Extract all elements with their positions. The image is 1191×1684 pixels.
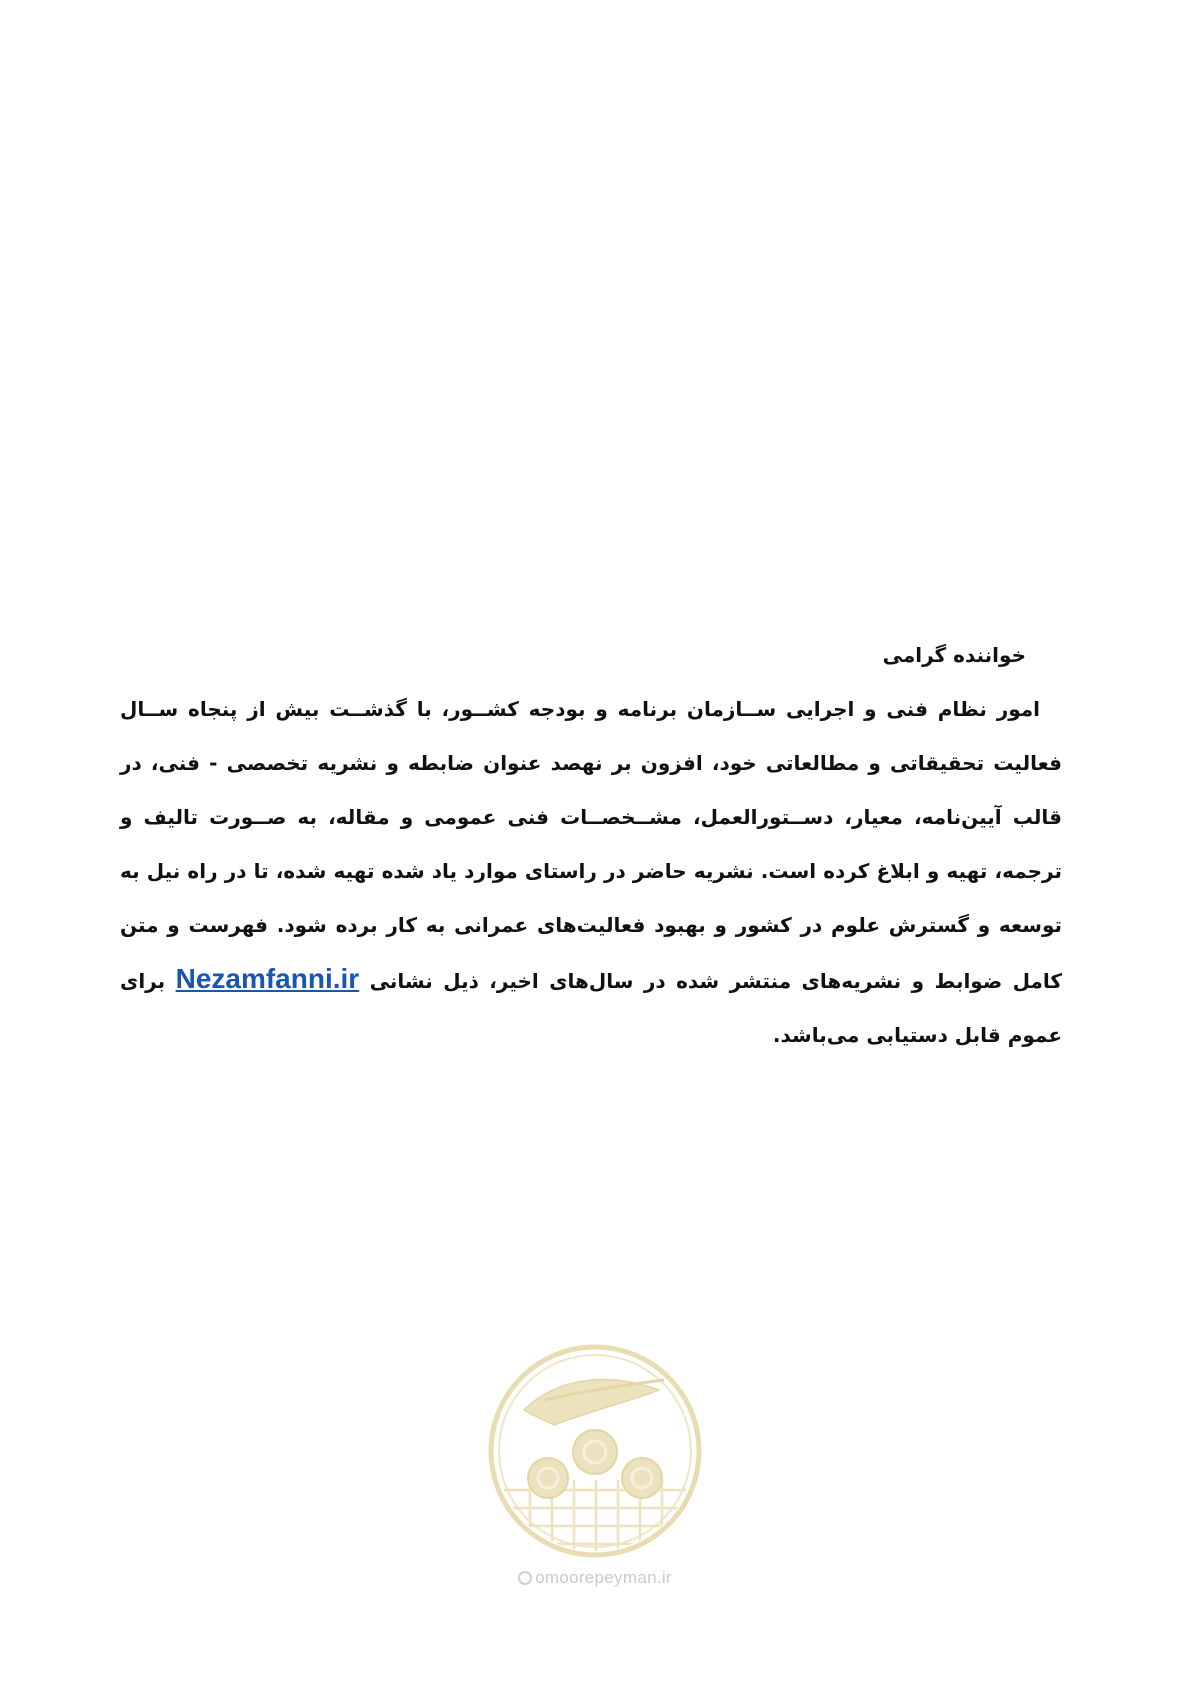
nezamfanni-link[interactable]: Nezamfanni.ir bbox=[175, 963, 360, 994]
salutation-heading: خواننده گرامی bbox=[882, 643, 1026, 667]
watermark-site bbox=[470, 1568, 720, 1588]
watermark-logo bbox=[484, 1340, 706, 1562]
paragraph-text: امور نظام فنی و اجرایی ســازمان برنامه و بودجه کشــور، با گذشــت بیش از پنجاه ســال فعالیت تحقیقاتی و مطالعاتی خود، افزون بر نهصد عنوان ضابطه و نشریه تخصصی - فنی، در قالب آیین‌نامه، معیار، دســتورالعمل، مشــخصــات فنی عمومی و مقاله، به صــورت تالیف و ترجمه، تهیه و ابلاغ کرده است. نشریه حاضر در راستای موارد یاد شده تهیه شده، تا در راه نیل به توسعه و گسترش علوم در کشور و بهبود فعالیت‌های عمرانی به کار برده شود. فهرست و متن کامل ضوابط و نشریه‌های منتشر شده در سال‌های اخیر، ذیل نشانی bbox=[120, 697, 1062, 993]
paragraph-text-end: برای عموم قابل دستیابی می‌باشد. bbox=[120, 969, 1062, 1047]
watermark-logo-emblem bbox=[484, 1340, 706, 1562]
watermark-site-text: omoorepeyman.ir bbox=[535, 1568, 672, 1587]
intro-paragraph bbox=[120, 682, 1062, 1062]
at-icon bbox=[518, 1571, 532, 1585]
